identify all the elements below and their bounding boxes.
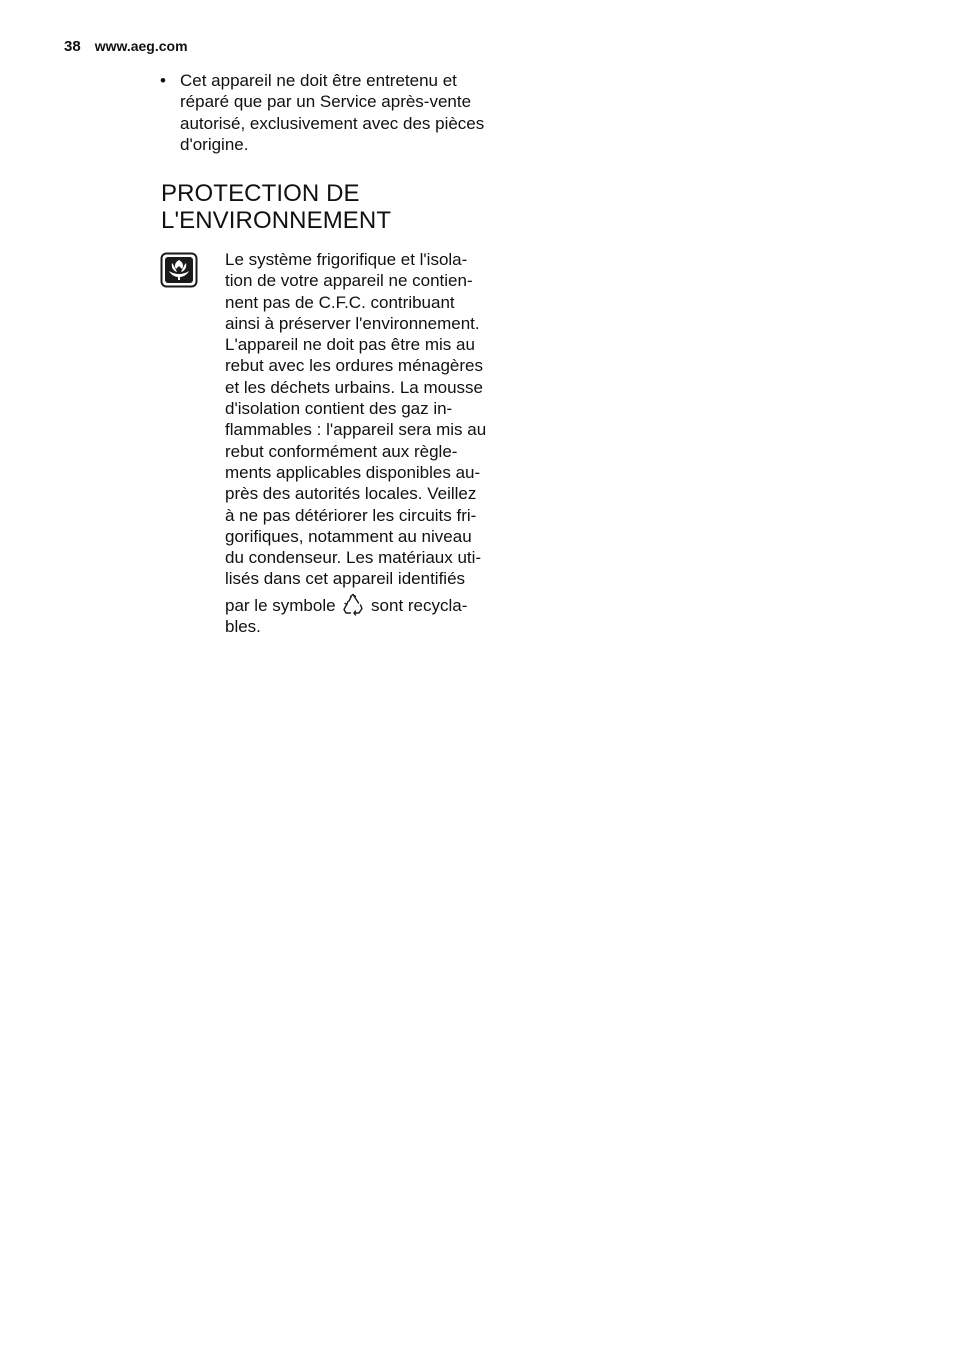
text-line: Cet appareil ne doit être entretenu et bbox=[180, 71, 457, 90]
page-number: 38 bbox=[64, 38, 81, 55]
text-line: autorisé, exclusivement avec des pièces bbox=[180, 113, 485, 133]
symbol-line-after: sont recycla- bbox=[371, 595, 468, 615]
text-line: à ne pas détériorer les circuits fri- bbox=[225, 505, 477, 525]
text-line: rebut avec les ordures ménagères bbox=[225, 356, 483, 376]
service-note bbox=[160, 70, 520, 155]
text-line: tion de votre appareil ne contien- bbox=[225, 271, 473, 291]
text-line: flammables : l'appareil sera mis au bbox=[225, 420, 487, 440]
text-line: rebut conformément aux règle- bbox=[225, 441, 458, 461]
text-line: L'appareil ne doit pas être mis au bbox=[225, 335, 475, 355]
environment-flower-icon bbox=[160, 252, 198, 288]
symbol-line bbox=[225, 592, 517, 616]
text-line: et les déchets urbains. La mousse bbox=[225, 377, 483, 397]
text-line: d'isolation contient des gaz in- bbox=[225, 399, 453, 419]
text-line: nent pas de C.F.C. contribuant bbox=[225, 292, 455, 312]
text-line: ments applicables disponibles au- bbox=[225, 462, 481, 482]
text-line: ainsi à préserver l'environnement. bbox=[225, 313, 480, 333]
section-title-line: L'ENVIRONNEMENT bbox=[161, 207, 392, 234]
text-line: gorifiques, notamment au niveau bbox=[225, 526, 472, 546]
text-line: réparé que par un Service après-vente bbox=[180, 92, 472, 112]
symbol-line-before: par le symbole bbox=[225, 595, 336, 615]
section-title bbox=[161, 180, 521, 234]
page-header bbox=[64, 38, 188, 58]
site-url: www.aeg.com bbox=[94, 38, 188, 54]
text-line: lisés dans cet appareil identifiés bbox=[225, 569, 466, 589]
text-line: du condenseur. Les matériaux uti- bbox=[225, 548, 482, 568]
text-line: Le système frigorifique et l'isola- bbox=[225, 250, 468, 269]
recycle-icon bbox=[341, 592, 365, 616]
section-title-line: PROTECTION DE bbox=[161, 180, 360, 207]
text-line: près des autorités locales. Veillez bbox=[225, 484, 477, 504]
bullet-marker: • bbox=[160, 71, 166, 90]
text-line: d'origine. bbox=[180, 134, 249, 154]
service-note-text bbox=[180, 70, 516, 155]
environment-paragraph bbox=[225, 249, 517, 637]
text-line: bles. bbox=[225, 617, 261, 637]
